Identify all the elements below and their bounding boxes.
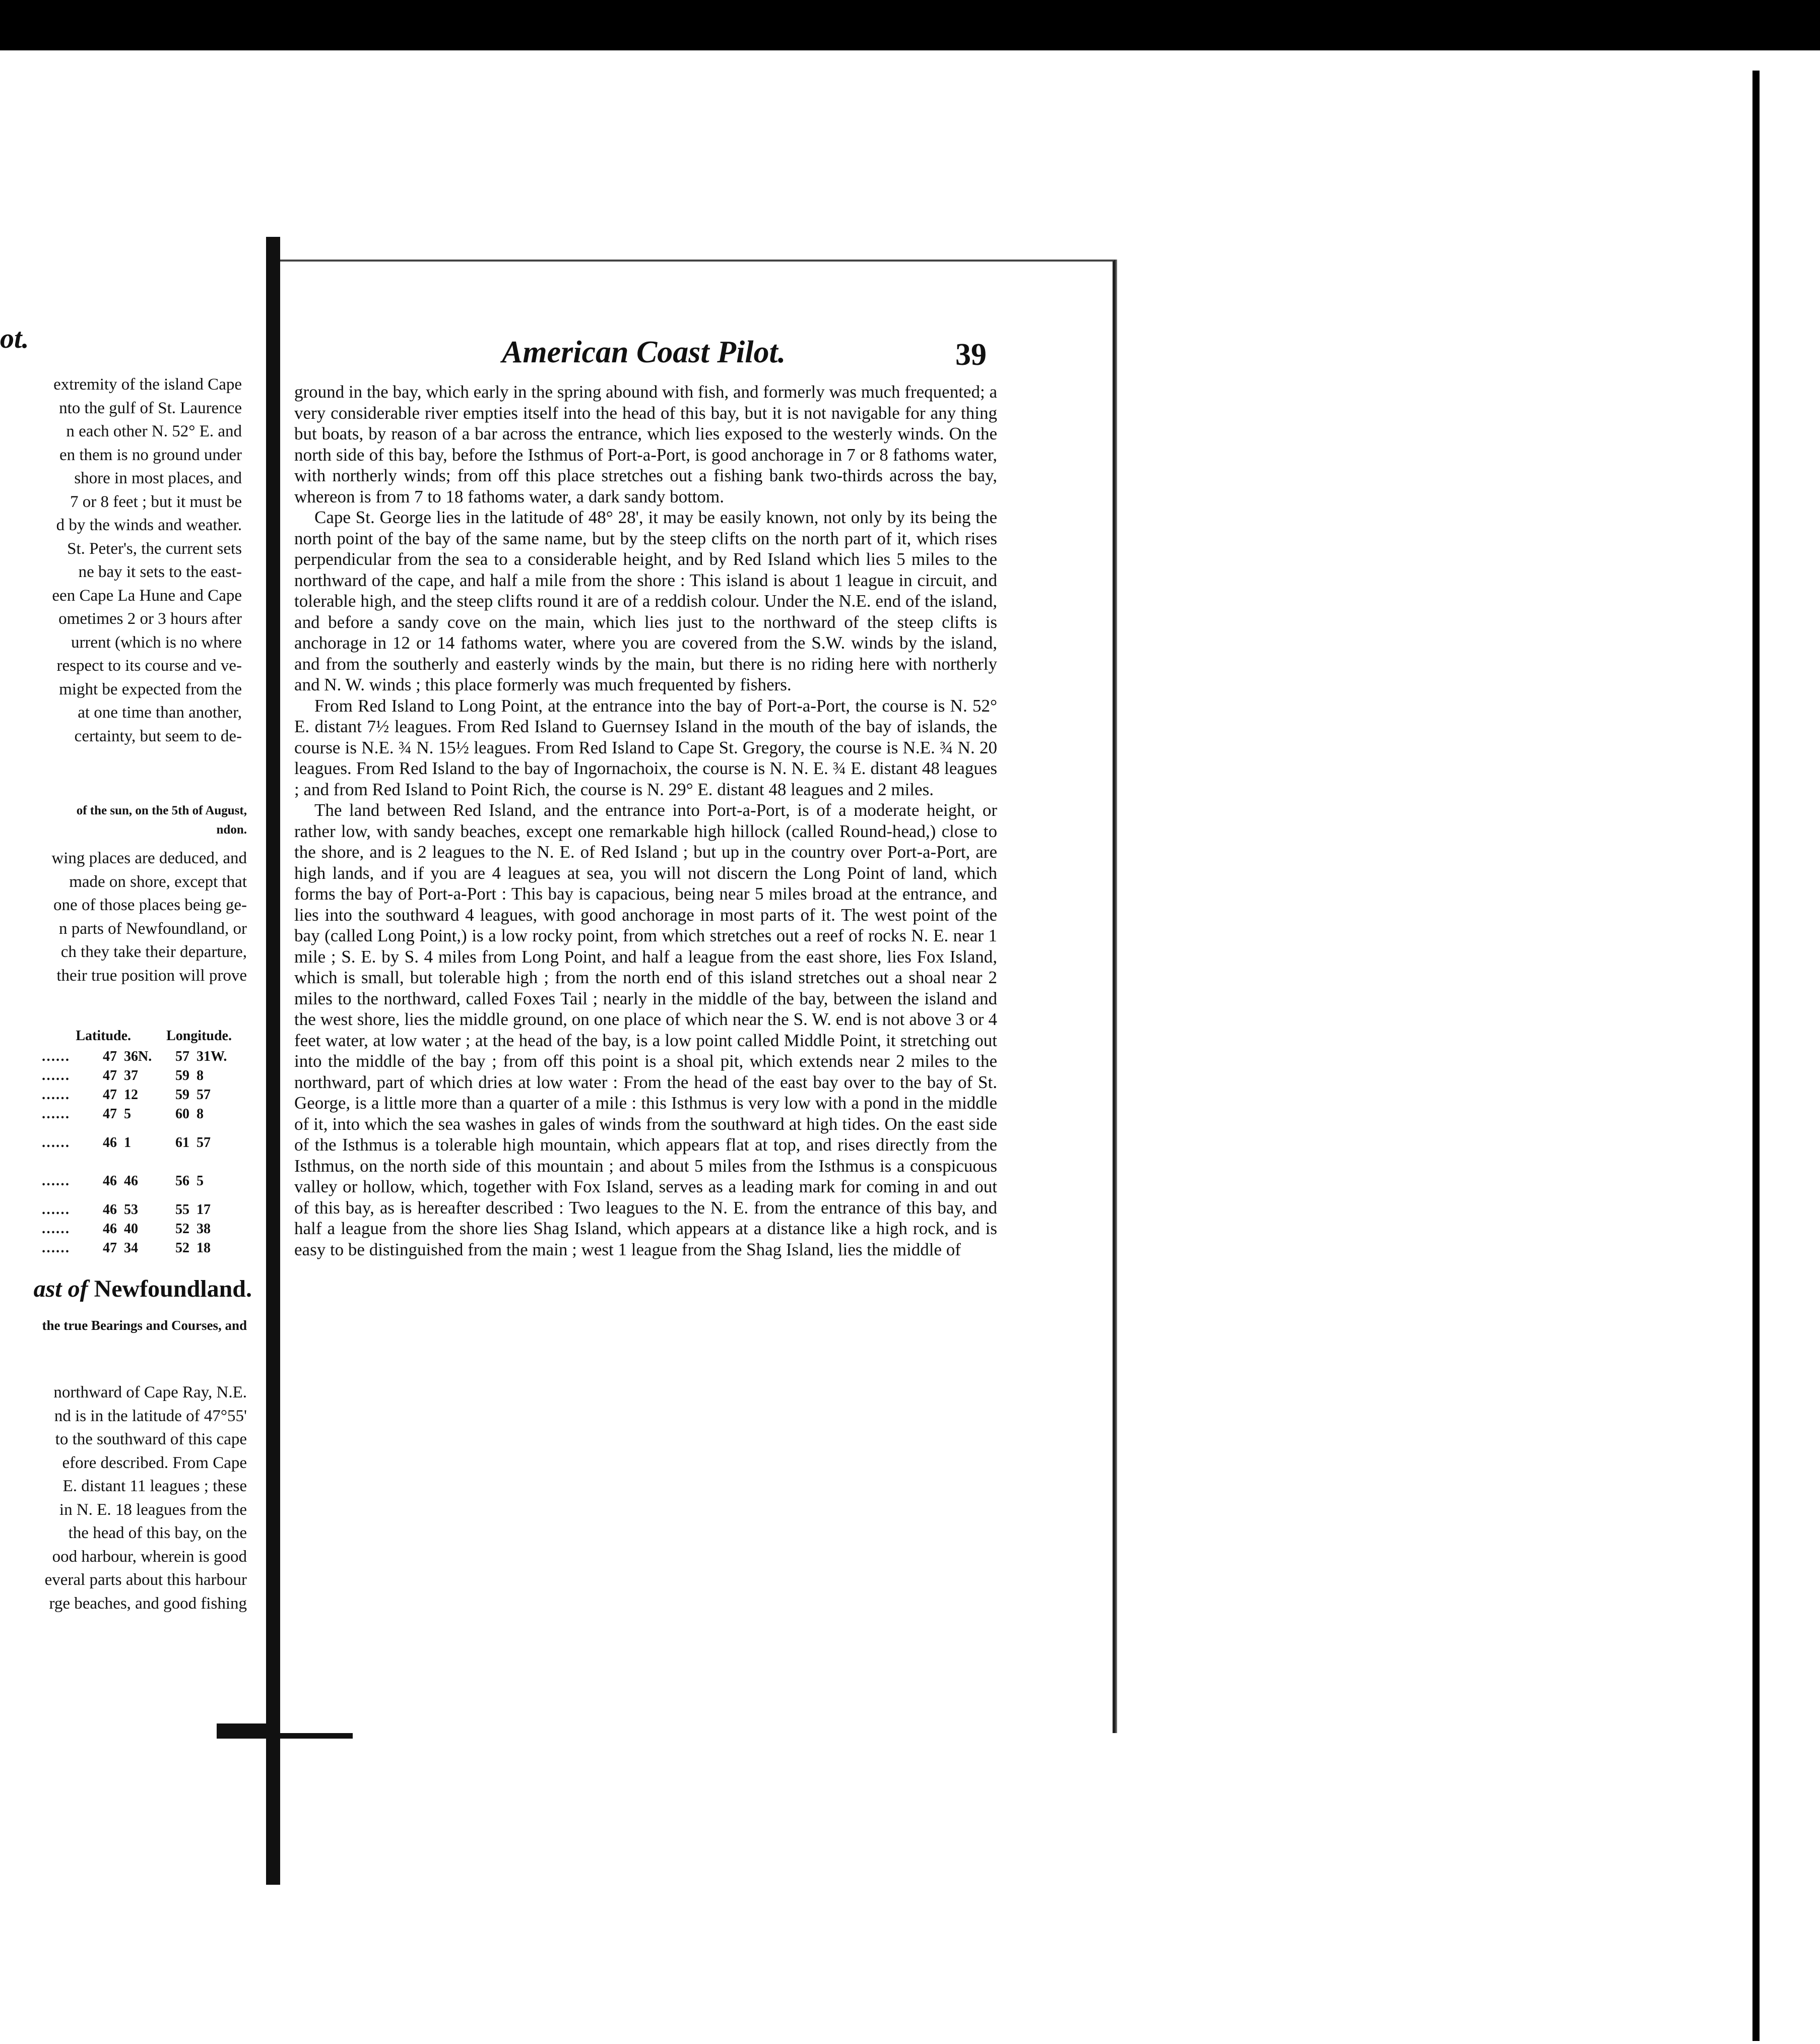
table-row (0, 1220, 232, 1239)
text-line: rge beaches, and good fishing (49, 1594, 247, 1613)
table-cell: 46 (124, 1173, 138, 1189)
text-line: ne bay it sets to the east- (78, 563, 242, 581)
text-line: of the sun, on the 5th of August, (76, 804, 247, 817)
text-line: St. Peter's, the current sets (67, 539, 242, 558)
table-cell: 52 (175, 1221, 189, 1237)
table-cell: 46 (103, 1221, 117, 1237)
section-title-roman: Newfoundland. (94, 1275, 252, 1302)
text-line: the head of this bay, on the (68, 1524, 247, 1542)
scan-top-border (0, 0, 1820, 50)
text-line: urrent (which is no where (71, 633, 242, 652)
text-line: respect to its course and ve- (56, 657, 242, 675)
table-cell: 18 (197, 1240, 211, 1256)
table-cell: 8 (197, 1068, 204, 1083)
table-cell: 47 (103, 1068, 117, 1083)
text-line: n parts of Newfoundland, or (59, 919, 247, 938)
text-line: ood harbour, wherein is good (52, 1547, 247, 1566)
table-cell: 59 (175, 1068, 189, 1083)
leader-dots: …… (41, 1221, 70, 1237)
table-cell: 1 (124, 1135, 131, 1151)
table-cell: 52 (175, 1240, 189, 1256)
table-cell: 59 (175, 1087, 189, 1103)
table-cell: 47 (103, 1049, 117, 1064)
paragraph: ground in the bay, which early in the spring abound with fish, and formerly was much frequented; a very considerable river empties itself into the head of this bay, but it is not navigable for any thing but boats, by reason of a bar across the entrance, which lies exposed to the westerly winds. On the north side of this bay, before the Isthmus of Port-a-Port, is good anchorage in 7 or 8 fathoms water, with northerly winds; from off this place stretches out a fishing bank two-thirds across the bay, whereon is from 7 to 18 fathoms water, a dark sandy bottom. (294, 382, 997, 506)
table-cell: 46 (103, 1173, 117, 1189)
table-cell: 53 (124, 1202, 138, 1218)
table-cell: 56 (175, 1173, 189, 1189)
text-line: 7 or 8 feet ; but it must be (70, 492, 242, 511)
left-page (0, 242, 262, 1885)
section-subtitle: the true Bearings and Courses, and (42, 1318, 247, 1333)
table-cell: 57 (175, 1049, 189, 1064)
table-cell: 47 (103, 1087, 117, 1103)
text-line: might be expected from the (59, 680, 242, 698)
leader-dots: …… (41, 1068, 70, 1083)
table-cell: 37 (124, 1068, 138, 1083)
right-page (280, 260, 1116, 1733)
table-cell: 47 (103, 1106, 117, 1122)
table-cell: 8 (197, 1106, 204, 1122)
table-cell: 57 (197, 1087, 211, 1103)
section-title (0, 1275, 252, 1303)
text-line: E. distant 11 leagues ; these (62, 1477, 247, 1495)
left-text-middle (0, 847, 247, 987)
text-line: d by the winds and weather. (56, 516, 242, 534)
text-line: n each other N. 52° E. and (66, 422, 242, 440)
book-gutter (266, 237, 280, 1885)
coordinates-table (0, 1028, 232, 1258)
text-line: ndon. (216, 823, 247, 837)
table-cell: 5 (124, 1106, 131, 1122)
body-text (294, 381, 997, 1260)
table-cell: 38 (197, 1221, 211, 1237)
table-row (0, 1239, 232, 1258)
text-line: een Cape La Hune and Cape (52, 586, 242, 605)
text-line: ch they take their departure, (60, 943, 247, 961)
leader-dots: …… (41, 1049, 70, 1064)
table-cell: 34 (124, 1240, 138, 1256)
left-footnote (0, 801, 247, 840)
longitude-header: Longitude. (166, 1028, 232, 1044)
text-line: at one time than another, (78, 704, 242, 722)
table-cell: 31W. (197, 1049, 227, 1064)
sheet-edge-shadow (1752, 71, 1760, 2041)
table-row (0, 1105, 232, 1124)
paragraph: Cape St. George lies in the latitude of 48° 28', it may be easily known, not only by its being the north point of the bay of the same name, but by the steep clifts on the north part of it, which rises perpendicular from the sea to a considerable height, and by Red Island which lies 5 miles to the northward of the cape, and half a mile from the shore : This island is about 1 league in circuit, and tolerable high, and the steep clifts round it are of a reddish colour. Under the N.E. end of the island, and before a sandy cove on the main, which lies just to the northward of the steep clifts is anchorage in 12 or 14 fathoms water, where you are covered from the S.W. winds by the island, and from the southerly and easterly winds by the main, but there is no riding here with northerly and N. W. winds ; this place formerly was much frequented by fishers. (294, 507, 997, 694)
text-line: ometimes 2 or 3 hours after (58, 610, 242, 628)
text-line: made on shore, except that (69, 872, 247, 891)
table-cell: 17 (197, 1202, 211, 1218)
text-line: one of those places being ge- (53, 896, 247, 914)
leader-dots: …… (41, 1202, 70, 1218)
table-cell: 60 (175, 1106, 189, 1122)
leader-dots: …… (41, 1240, 70, 1256)
text-line: en them is no ground under (59, 445, 242, 464)
leader-dots: …… (41, 1087, 70, 1103)
running-head: American Coast Pilot. (502, 335, 786, 369)
text-line: in N. E. 18 leagues from the (59, 1500, 247, 1519)
text-line: everal parts about this harbour (44, 1571, 247, 1589)
paragraph: The land between Red Island, and the entrance into Port-a-Port, is of a moderate height, or rather low, with sandy beaches, except one remarkable high hillock (called Round-head,) close to the shore, and is 2 leagues to the N. E. of Red Island ; but up in the country over Port-a-Port, are high lands, and if you are 4 leagues at sea, you will not discern the Long Point of land, which forms the bay of Port-a-Port : This bay is capacious, being near 5 miles broad at the entrance, and lies into the southward 4 leagues, with good anchorage in most parts of it. The west point of the bay (called Long Point,) is a low rocky point, from which stretches out a reef of rocks N. E. near 1 mile ; S. E. by S. 4 miles from Long Point, and half a league from the east shore, lies Fox Island, which is small, but tolerable high ; from the north end of this island stretches out a shoal near 2 miles to the northward, called Foxes Tail ; nearly in the middle of the bay, between the island and the west shore, lies the middle ground, on one place of which near the S. W. end is not above 3 or 4 feet water, at low water ; at the head of the bay, is a low point called Middle Point, it stretching out into the middle of the bay ; from off this point is a shoal pit, which extends near 2 miles to the northward, part of which dries at low water : From the head of the east bay over to the bay of St. George, is a little more than a quarter of a mile : this Isthmus is very low with a pond in the middle of it, into which the sea washes in gales of winds from the southward at high tides. On the east side of the Isthmus is a tolerable high mountain, which appears flat at top, and rises directly from the Isthmus, on the north side of this mountain ; and about 5 miles from the Isthmus is a conspicuous valley or hollow, which, together with Fox Island, serves as a leading mark for coming in and out of this bay, as is hereafter described : Two leagues to the N. E. from the entrance of this bay, and half a league from the shore lies Shag Island, which appears at a distance like a high rock, and is easy to be distinguished from the main ; west 1 league from the Shag Island, lies the middle of (294, 800, 997, 1259)
table-cell: 46 (103, 1202, 117, 1218)
table-body (0, 1047, 232, 1258)
paragraph: From Red Island to Long Point, at the entrance into the bay of Port-a-Port, the course is N. 52° E. distant 7½ leagues. From Red Island to Guernsey Island in the mouth of the bay of islands, the course is N.E. ¾ N. 15½ leagues. From Red Island to Cape St. Gregory, the course is N.E. ¾ N. 20 leagues. From Red Island to the bay of Ingornachoix, the course is N. N. E. ¾ E. distant 48 leagues ; and from Red Island to Point Rich, the course is N. 29° E. distant 48 leagues and 2 miles. (294, 695, 997, 799)
table-row (0, 1162, 232, 1200)
section-title-italic: ast of (33, 1275, 88, 1302)
table-cell: 36N. (124, 1049, 152, 1064)
text-line: northward of Cape Ray, N.E. (53, 1383, 247, 1401)
table-cell: 40 (124, 1221, 138, 1237)
table-row (0, 1200, 232, 1220)
latitude-header: Latitude. (76, 1028, 132, 1044)
left-running-head: ot. (0, 323, 29, 354)
table-header (0, 1028, 232, 1044)
text-line: extremity of the island Cape (53, 375, 242, 394)
table-row (0, 1047, 232, 1066)
text-line: shore in most places, and (74, 469, 242, 487)
text-line: wing places are deduced, and (51, 849, 247, 867)
table-row (0, 1124, 232, 1162)
table-cell: 5 (197, 1173, 204, 1189)
left-text-bottom (0, 1381, 247, 1615)
text-line: certainty, but seem to de- (74, 727, 242, 745)
leader-dots: …… (41, 1173, 70, 1189)
text-line: nd is in the latitude of 47°55' (54, 1407, 247, 1425)
table-row (0, 1085, 232, 1105)
text-line: their true position will prove (56, 966, 247, 985)
leader-dots: …… (41, 1135, 70, 1151)
text-line: efore described. From Cape (62, 1453, 247, 1472)
table-cell: 55 (175, 1202, 189, 1218)
table-cell: 57 (197, 1135, 211, 1151)
table-cell: 61 (175, 1135, 189, 1151)
table-cell: 47 (103, 1240, 117, 1256)
leader-dots: …… (41, 1106, 70, 1122)
page-number: 39 (955, 338, 987, 372)
table-cell: 12 (124, 1087, 138, 1103)
table-row (0, 1066, 232, 1085)
table-cell: 46 (103, 1135, 117, 1151)
text-line: to the southward of this cape (55, 1430, 247, 1448)
text-line: nto the gulf of St. Laurence (59, 399, 242, 417)
left-text-top (0, 373, 242, 748)
